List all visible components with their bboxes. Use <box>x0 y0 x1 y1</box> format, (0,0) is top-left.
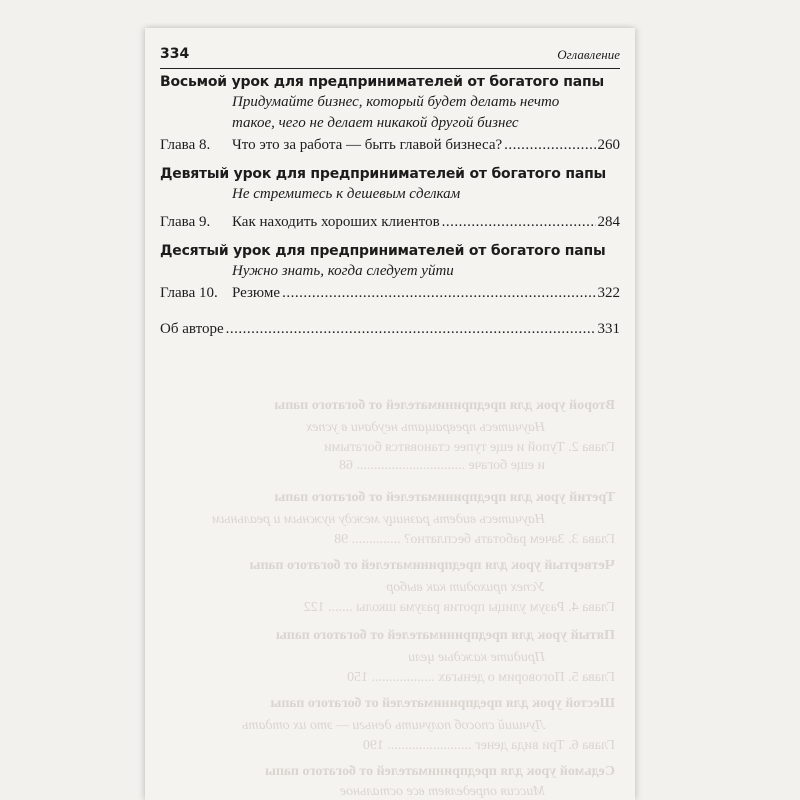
lesson-title: Девятый урок для предпринимателей от богатого папы <box>160 166 607 182</box>
page-header <box>160 46 620 69</box>
toc-lesson-9 <box>160 164 620 233</box>
page-number: 334 <box>160 46 190 62</box>
chapter-title: Резюме <box>232 285 281 301</box>
chapter-title: Что это за работа — быть главой бизнеса? <box>232 137 503 153</box>
lesson-title: Восьмой урок для предпринимателей от богатого папы <box>160 74 604 90</box>
toc-entry <box>160 211 620 233</box>
book-page <box>145 28 635 800</box>
running-title: Оглавление <box>557 47 620 62</box>
toc-lesson-8 <box>160 72 620 156</box>
table-of-contents <box>160 72 620 340</box>
dot-leader <box>504 134 595 156</box>
toc-lesson-10 <box>160 241 620 304</box>
lesson-motto: такое, чего не делает никакой другой бизнес <box>232 115 519 131</box>
toc-entry <box>160 134 620 156</box>
bleed-through-text: Второй урок для предпринимателей от богатого папы Научитесь превращать неудачи в успех Глава 2. Тупой и еще тупее становятся богатыми и еще богаче ............................... 68 Третий урок для предпринимателей от богатого папы Научитесь видеть разницу между нужным и реальным Глава 3. Зачем работать бесплатно? .............. 98 Четвертый урок для предпринимателей от богатого папы Успех приходит как выбор Глава 4. Разум улицы против разума школы ....... 122 Пятый урок для предпринимателей от богатого папы Придите каждые цели Глава 5. Поговорим о деньгах .................. 150 Шестой урок для предпринимателей от богатого папы Лучший способ получить деньги — это их отдать Глава 6. Три вида денег ........................ 190 Седьмой урок для предпринимателей от богатого папы Миссия определяет все остальное <box>212 398 615 799</box>
toc-entry <box>160 282 620 304</box>
about-author-page: 331 <box>597 321 620 337</box>
chapter-label: Глава 8. <box>160 137 211 153</box>
chapter-page: 260 <box>597 137 620 153</box>
dot-leader <box>226 318 596 340</box>
chapter-page: 284 <box>597 214 620 230</box>
chapter-label: Глава 9. <box>160 214 211 230</box>
lesson-motto: Нужно знать, когда следует уйти <box>232 263 454 279</box>
chapter-label: Глава 10. <box>160 285 218 301</box>
lesson-motto: Придумайте бизнес, который будет делать нечто <box>232 94 560 110</box>
dot-leader <box>442 211 596 233</box>
chapter-page: 322 <box>597 285 620 301</box>
chapter-title: Как находить хороших клиентов <box>232 214 440 230</box>
lesson-title: Десятый урок для предпринимателей от богатого папы <box>160 243 606 259</box>
lesson-motto: Не стремитесь к дешевым сделкам <box>232 186 461 202</box>
about-author-title: Об авторе <box>160 321 224 337</box>
toc-entry-about-author <box>160 318 620 340</box>
dot-leader <box>282 282 595 304</box>
